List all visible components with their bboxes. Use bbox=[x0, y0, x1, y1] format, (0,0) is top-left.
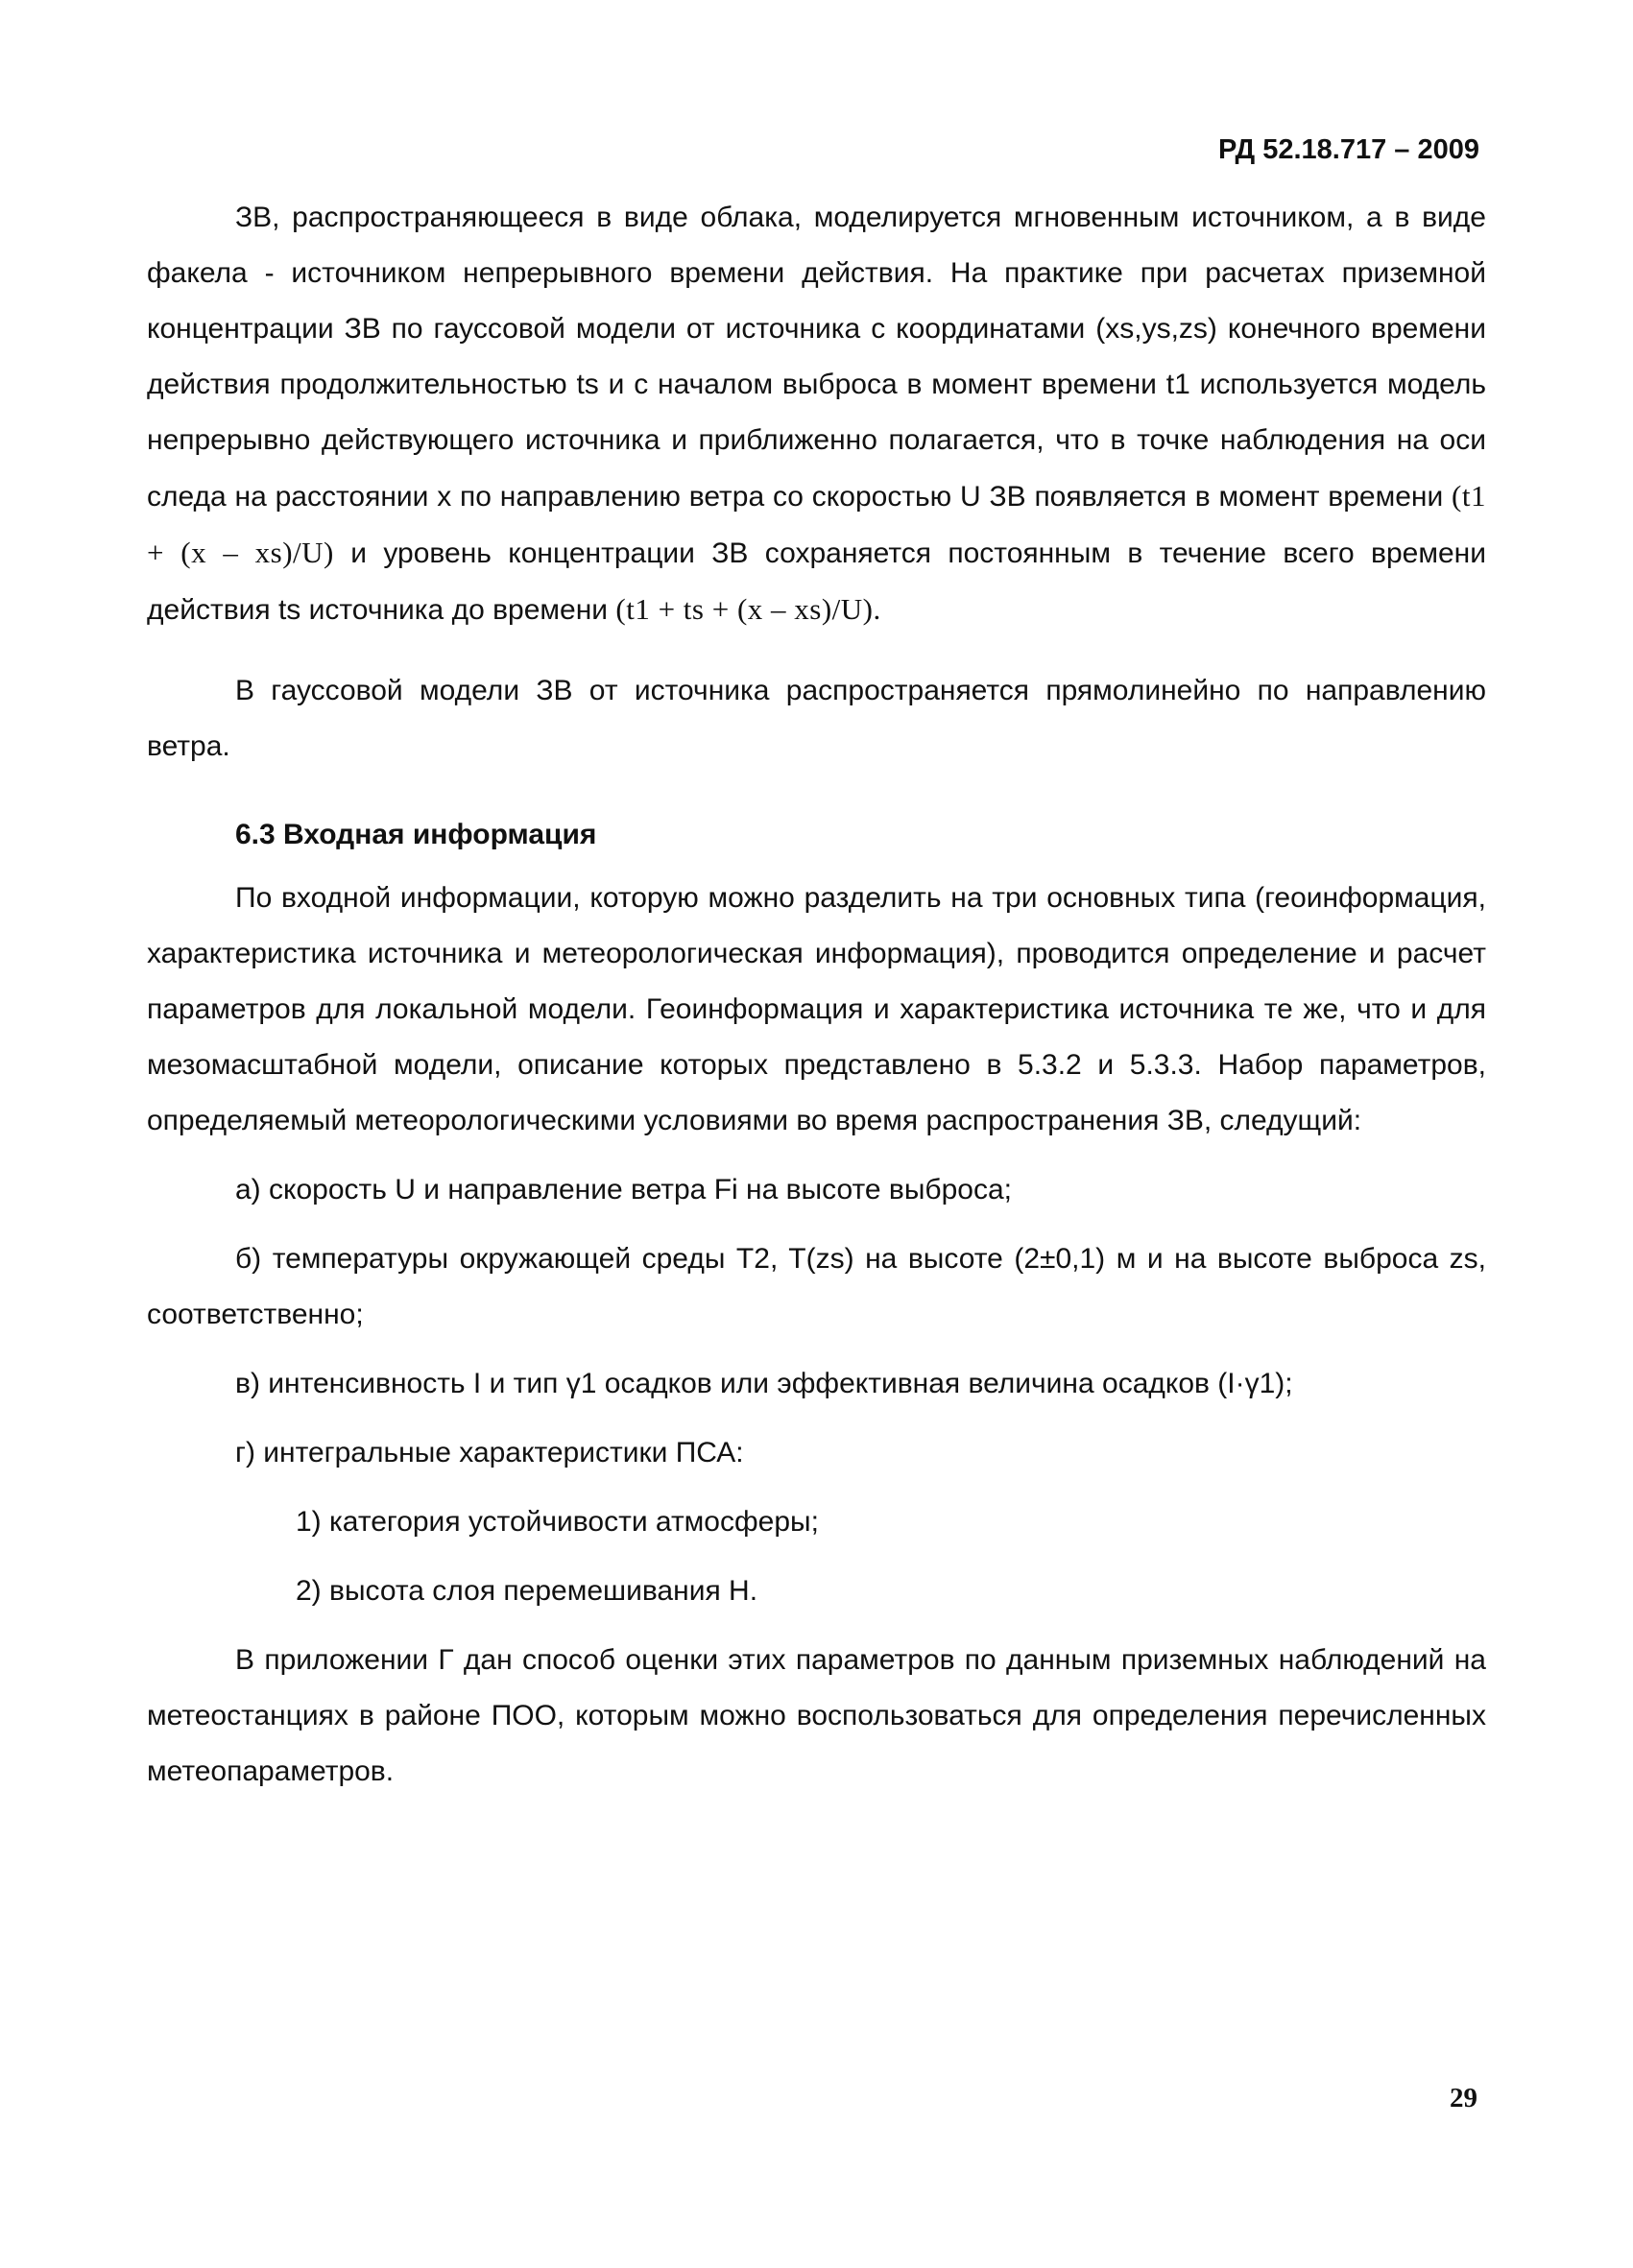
formula-arrival-time: (t1 + (x – xs)/U) bbox=[147, 479, 1486, 569]
list-item-a: а) скорость U и направление ветра Fi на высоте выброса; bbox=[235, 1174, 1012, 1206]
list-item-b: б) температуры окружающей среды T2, T(zs) на высоте (2±0,1) м и на высоте выброса zs, соответственно; bbox=[147, 1243, 1486, 1330]
paragraph-text: ЗВ, распространяющееся в виде облака, моделируется мгновенным источником, а в виде факела - источником непрерывного времени действия. На практике при расчетах приземной концентрации ЗВ по гауссовой модели от источника с координатами (xs,ys,zs) конечного времени действия продолжительностью ts и с началом выброса в момент времени t1 используется модель непрерывно действующего источника и приближенно полагается, что в точке наблюдения на оси следа на расстоянии x по направлению ветра со скоростью U ЗВ появляется в момент времени bbox=[147, 202, 1486, 513]
sub-list-item-1: 1) категория устойчивости атмосферы; bbox=[296, 1506, 819, 1538]
paragraph-text-continued: и уровень концентрации ЗВ сохраняется постоянным в течение всего времени действия ts источника до времени bbox=[147, 537, 1486, 626]
document-code-header: РД 52.18.717 – 2009 bbox=[1217, 134, 1479, 165]
sub-list-item-2: 2) высота слоя перемешивания Н. bbox=[296, 1575, 758, 1607]
paragraph-appendix-note: В приложении Г дан способ оценки этих параметров по данным приземных наблюдений на метеостанциях в районе ПОО, которым можно воспользоваться для определения перечисленных метеопараметров. bbox=[147, 1644, 1486, 1787]
list-item-g: г) интегральные характеристики ПСА: bbox=[235, 1437, 744, 1468]
list-item-v: в) интенсивность I и тип γ1 осадков или эффективная величина осадков (I·γ1); bbox=[235, 1368, 1293, 1399]
paragraph-model-description bbox=[147, 190, 1486, 638]
paragraph-straight-line: В гауссовой модели ЗВ от источника распространяется прямолинейно по направлению ветра. bbox=[147, 675, 1486, 762]
section-heading: 6.3 Входная информация bbox=[235, 819, 597, 850]
formula-end-time: (t1 + ts + (x – xs)/U). bbox=[615, 592, 881, 626]
paragraph-input-intro: По входной информации, которую можно разделить на три основных типа (геоинформация, характеристика источника и метеорологическая информация), проводится определение и расчет параметров для локальной модели. Геоинформация и характеристика источника те же, что и для мезомасштабной модели, описание которых представлено в 5.3.2 и 5.3.3. Набор параметров, определяемый метеорологическими условиями во время распространения ЗВ, следущий: bbox=[147, 882, 1486, 1136]
body-text bbox=[147, 190, 1486, 1800]
page-number: 29 bbox=[1450, 2083, 1477, 2113]
